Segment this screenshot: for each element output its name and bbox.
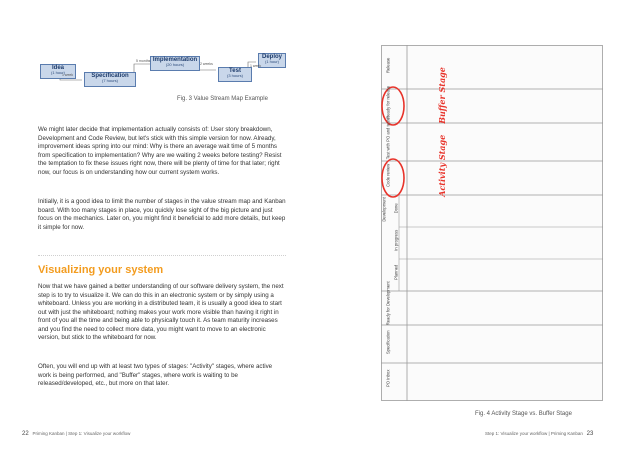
page-number: 22 bbox=[22, 431, 29, 437]
vsm-step-name: Idea bbox=[51, 65, 64, 71]
figure-caption: Fig. 4 Activity Stage vs. Buffer Stage bbox=[475, 411, 572, 417]
figure-caption: Fig. 3 Value Stream Map Example bbox=[177, 96, 268, 102]
vsm-step-name: Test bbox=[229, 68, 241, 74]
vsm-wait-time: 1 week bbox=[250, 64, 262, 68]
vsm-step-duration: (1 hour) bbox=[50, 70, 65, 76]
vsm-wait-time: 1 week bbox=[62, 73, 74, 77]
vsm-step-specification bbox=[84, 72, 136, 87]
footer-right bbox=[485, 431, 593, 437]
vsm-step-duration: (1 hour) bbox=[264, 59, 279, 65]
footer-left bbox=[22, 431, 130, 437]
body-paragraph: Often, you will end up with at least two types of stages: "Activity" stages, where active work is being performed, and "Buffer" stages, where work is waiting to be released/developed, etc., but more on that later. bbox=[38, 363, 273, 388]
section-heading: Visualizing your system bbox=[38, 264, 164, 276]
vsm-step-test bbox=[218, 67, 252, 82]
body-paragraph: We might later decide that implementation actually consists of: User story breakdown, Development and Code Review, but let's stick with this simple version for now. Already, improvement ideas spring into our mind: Why is there an average wait time of 5 months from specification to implementation? Why are we waiting 2 weeks before testing? Resist the temptation to fix these issues right now, there will be plenty of time for that later; right now, our focus is on understanding how our current system works. bbox=[38, 126, 282, 176]
vsm-wait-time: 5 months bbox=[136, 59, 151, 63]
footer-running-title: Priming Kanban | Step 1: Visualize your workflow bbox=[32, 431, 131, 436]
body-paragraph: Now that we have gained a better understanding of our software delivery system, the next step is to try to visualize it. We can do this in an electronic system or by simply using a whiteboard. Unless you are working in a distributed team, it is usually a good idea to start out with just the whiteboard; nothing makes your work more visible than having it right in front of you all the time and being able to physically touch it. As team maturity increases and you find the need to collect more data, you might want to move to an electronic version, but stick to the whiteboard for now. bbox=[38, 283, 284, 342]
board-subcolumn-done: Done bbox=[393, 203, 399, 214]
kanban-board bbox=[381, 45, 603, 401]
vsm-step-name: Deploy bbox=[261, 54, 282, 60]
vsm-step-deploy bbox=[258, 53, 286, 68]
value-stream-map bbox=[38, 50, 280, 90]
board-column-release: Release bbox=[385, 57, 391, 73]
board-column-test: Test with PO and tester bbox=[385, 116, 391, 160]
footer-running-title: Step 1: Visualize your workflow | Priming Kanban bbox=[485, 431, 583, 436]
page-number: 23 bbox=[586, 431, 594, 437]
vsm-step-duration: (3 hours) bbox=[226, 73, 243, 79]
vsm-step-name: Specification bbox=[91, 73, 129, 79]
activity-stage-annotation: Activity Stage bbox=[437, 134, 448, 197]
section-divider bbox=[38, 255, 286, 256]
board-column-ready-for-release: Ready for release bbox=[385, 85, 391, 119]
board-grid bbox=[381, 45, 603, 401]
vsm-step-duration: (20 hours) bbox=[165, 62, 185, 68]
buffer-stage-annotation: Buffer Stage bbox=[437, 67, 448, 124]
vsm-step-duration: (7 hours) bbox=[101, 78, 118, 84]
board-column-code-review: Code review bbox=[385, 163, 391, 187]
board-subcolumn-in-progress: In progress bbox=[393, 229, 399, 251]
board-subcolumn-planned: Planned bbox=[393, 264, 399, 280]
board-column-po-inbox: PO Inbox bbox=[385, 369, 391, 388]
board-column-ready-for-development: Ready for Development bbox=[385, 281, 391, 326]
board-column-development: Development bbox=[381, 196, 387, 222]
vsm-wait-time: 2 weeks bbox=[200, 62, 213, 66]
vsm-step-name: Implementation bbox=[152, 57, 198, 63]
body-paragraph: Initially, it is a good idea to limit the number of stages in the value stream map and Kanban board. With too many stages in place, you quickly lose sight of the big picture and just focus on the mechanics. Later on, you might find it beneficial to add more details, but keep it simple for now. bbox=[38, 198, 286, 231]
vsm-step-implementation bbox=[150, 56, 200, 71]
board-column-specification: Specification bbox=[385, 330, 391, 355]
